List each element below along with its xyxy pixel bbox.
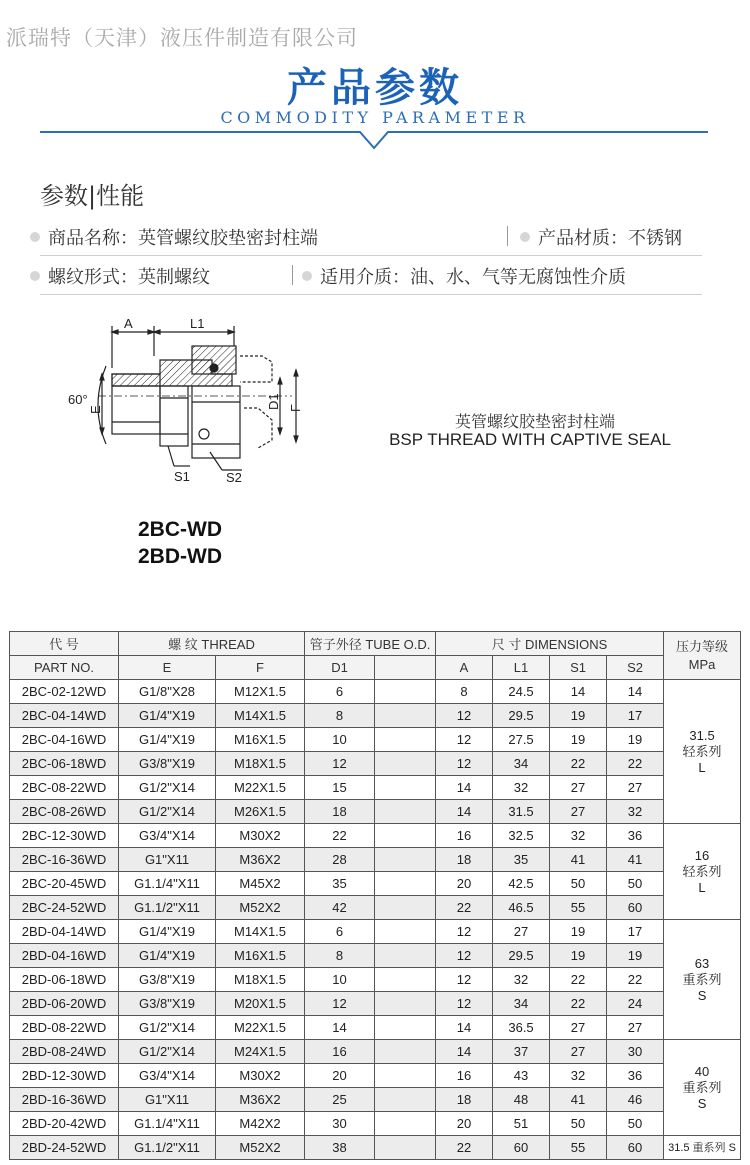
cell-dim-l1: 27.5 — [493, 728, 550, 752]
table-row — [10, 728, 741, 752]
cell-thread-f: M18X1.5 — [216, 752, 305, 776]
label-s1: S1 — [174, 469, 190, 484]
cell-dim-s1: 41 — [550, 1088, 607, 1112]
cell-dim-s2: 50 — [607, 1112, 664, 1136]
cell-tube-blank — [375, 1088, 436, 1112]
description-cn: 英管螺纹胶垫密封柱端 — [454, 412, 615, 431]
bullet-dot-icon — [30, 232, 40, 242]
cell-part-no: 2BD-06-18WD — [10, 968, 119, 992]
pressure-line: 16 — [694, 847, 710, 863]
cell-dim-l1: 46.5 — [493, 896, 550, 920]
cell-pressure-class — [664, 1136, 741, 1160]
bullet-dot-icon — [520, 232, 530, 242]
cell-pressure-class — [664, 920, 741, 1040]
cell-part-no: 2BC-02-12WD — [10, 680, 119, 704]
cell-dim-a: 12 — [436, 968, 493, 992]
label-a: A — [124, 316, 133, 331]
table-row — [10, 1088, 741, 1112]
cell-tube-d1: 35 — [305, 872, 375, 896]
medium-value: 油、水、气等无腐蚀性介质 — [410, 267, 626, 288]
cell-tube-d1: 16 — [305, 1040, 375, 1064]
cell-tube-d1: 25 — [305, 1088, 375, 1112]
param-product-name — [30, 224, 318, 250]
cell-dim-a: 20 — [436, 872, 493, 896]
cell-dim-s1: 27 — [550, 1040, 607, 1064]
cell-dim-s1: 22 — [550, 992, 607, 1016]
cell-dim-s2: 30 — [607, 1040, 664, 1064]
table-row — [10, 752, 741, 776]
header-blank — [375, 656, 436, 680]
cell-part-no: 2BD-04-16WD — [10, 944, 119, 968]
cell-thread-f: M36X2 — [216, 1088, 305, 1112]
cell-tube-d1: 15 — [305, 776, 375, 800]
cell-tube-d1: 10 — [305, 728, 375, 752]
header-pressure — [664, 632, 741, 680]
cell-dim-s2: 36 — [607, 824, 664, 848]
cell-tube-blank — [375, 1112, 436, 1136]
pressure-line: L — [698, 759, 706, 775]
cell-dim-a: 22 — [436, 896, 493, 920]
pressure-line: S — [697, 1095, 707, 1111]
cell-thread-e: G1/2"X14 — [119, 1016, 216, 1040]
cell-dim-l1: 29.5 — [493, 704, 550, 728]
cell-part-no: 2BD-08-22WD — [10, 1016, 119, 1040]
fitting-drawing — [62, 316, 312, 488]
pressure-line: 重系列 — [682, 1079, 722, 1095]
cell-tube-d1: 12 — [305, 992, 375, 1016]
cell-pressure-class — [664, 680, 741, 824]
cell-dim-l1: 48 — [493, 1088, 550, 1112]
cell-dim-s1: 19 — [550, 944, 607, 968]
cell-dim-s2: 27 — [607, 1016, 664, 1040]
cell-part-no: 2BD-08-24WD — [10, 1040, 119, 1064]
cell-dim-a: 8 — [436, 680, 493, 704]
cell-dim-l1: 32 — [493, 968, 550, 992]
table-row — [10, 776, 741, 800]
cell-tube-d1: 28 — [305, 848, 375, 872]
cell-part-no: 2BC-20-45WD — [10, 872, 119, 896]
cell-tube-d1: 8 — [305, 944, 375, 968]
header-s1: S1 — [550, 656, 607, 680]
cell-dim-s2: 19 — [607, 944, 664, 968]
cell-dim-s1: 41 — [550, 848, 607, 872]
label-l1: L1 — [190, 316, 205, 331]
cell-dim-l1: 60 — [493, 1136, 550, 1160]
cell-thread-f: M12X1.5 — [216, 680, 305, 704]
cell-dim-s1: 22 — [550, 752, 607, 776]
cell-tube-blank — [375, 896, 436, 920]
cell-thread-f: M16X1.5 — [216, 944, 305, 968]
cell-tube-d1: 12 — [305, 752, 375, 776]
table-row — [10, 680, 741, 704]
cell-thread-e: G1.1/4"X11 — [119, 1112, 216, 1136]
cell-tube-blank — [375, 920, 436, 944]
cell-thread-f: M14X1.5 — [216, 704, 305, 728]
table-row — [10, 1112, 741, 1136]
cell-pressure-class — [664, 824, 741, 920]
cell-tube-blank — [375, 800, 436, 824]
cell-dim-s2: 36 — [607, 1064, 664, 1088]
table-row — [10, 1064, 741, 1088]
cell-thread-e: G1"X11 — [119, 1088, 216, 1112]
material-value: 不锈钢 — [628, 228, 682, 249]
header-s2: S2 — [607, 656, 664, 680]
cell-dim-s1: 32 — [550, 824, 607, 848]
cell-part-no: 2BC-06-18WD — [10, 752, 119, 776]
table-row — [10, 968, 741, 992]
cell-tube-d1: 6 — [305, 920, 375, 944]
thread-type-label: 螺纹形式： — [48, 267, 138, 288]
table-subheader-row — [10, 656, 741, 680]
cell-dim-s2: 32 — [607, 800, 664, 824]
cell-dim-l1: 36.5 — [493, 1016, 550, 1040]
cell-thread-f: M42X2 — [216, 1112, 305, 1136]
cell-dim-s1: 14 — [550, 680, 607, 704]
cell-part-no: 2BC-04-16WD — [10, 728, 119, 752]
cell-tube-blank — [375, 1136, 436, 1160]
cell-thread-e: G1/4"X19 — [119, 944, 216, 968]
title-divider — [40, 131, 708, 157]
cell-thread-e: G1/4"X19 — [119, 728, 216, 752]
cell-dim-a: 14 — [436, 776, 493, 800]
cell-dim-a: 14 — [436, 1040, 493, 1064]
cell-thread-e: G1/2"X14 — [119, 776, 216, 800]
table-row — [10, 896, 741, 920]
cell-tube-blank — [375, 776, 436, 800]
product-name-value: 英管螺纹胶垫密封柱端 — [138, 228, 318, 249]
cell-dim-s1: 19 — [550, 704, 607, 728]
bullet-dot-icon — [30, 271, 40, 281]
cell-dim-a: 12 — [436, 704, 493, 728]
cell-dim-a: 18 — [436, 848, 493, 872]
cell-tube-blank — [375, 968, 436, 992]
cell-dim-s2: 50 — [607, 872, 664, 896]
table-row — [10, 920, 741, 944]
header-part-no: PART NO. — [10, 656, 119, 680]
header-f: F — [216, 656, 305, 680]
table-row — [10, 872, 741, 896]
spec-table — [9, 631, 741, 1160]
cell-dim-s1: 50 — [550, 872, 607, 896]
cell-dim-s2: 60 — [607, 1136, 664, 1160]
cell-dim-l1: 32 — [493, 776, 550, 800]
cell-dim-a: 14 — [436, 800, 493, 824]
cell-dim-s2: 46 — [607, 1088, 664, 1112]
cell-dim-s2: 22 — [607, 968, 664, 992]
param-separator — [292, 265, 293, 285]
cell-tube-d1: 38 — [305, 1136, 375, 1160]
cell-dim-a: 12 — [436, 992, 493, 1016]
cell-dim-a: 20 — [436, 1112, 493, 1136]
cell-thread-e: G3/4"X14 — [119, 824, 216, 848]
cell-tube-d1: 30 — [305, 1112, 375, 1136]
cell-thread-e: G3/8"X19 — [119, 992, 216, 1016]
cell-thread-e: G1.1/2"X11 — [119, 896, 216, 920]
cell-dim-l1: 24.5 — [493, 680, 550, 704]
cell-dim-l1: 35 — [493, 848, 550, 872]
cell-thread-e: G1/2"X14 — [119, 800, 216, 824]
cell-dim-s1: 22 — [550, 968, 607, 992]
cell-part-no: 2BD-16-36WD — [10, 1088, 119, 1112]
cell-dim-l1: 51 — [493, 1112, 550, 1136]
cell-part-no: 2BD-12-30WD — [10, 1064, 119, 1088]
cell-dim-l1: 31.5 — [493, 800, 550, 824]
cell-part-no: 2BC-12-30WD — [10, 824, 119, 848]
company-name: 派瑞特（天津）液压件制造有限公司 — [6, 26, 358, 50]
cell-tube-blank — [375, 872, 436, 896]
cell-part-no: 2BC-16-36WD — [10, 848, 119, 872]
cell-thread-f: M30X2 — [216, 1064, 305, 1088]
param-material — [520, 224, 682, 250]
cell-dim-l1: 29.5 — [493, 944, 550, 968]
cell-thread-e: G3/4"X14 — [119, 1064, 216, 1088]
cell-part-no: 2BD-24-52WD — [10, 1136, 119, 1160]
cell-part-no: 2BD-06-20WD — [10, 992, 119, 1016]
cell-thread-f: M18X1.5 — [216, 968, 305, 992]
table-row — [10, 944, 741, 968]
cell-tube-blank — [375, 992, 436, 1016]
header-d1: D1 — [305, 656, 375, 680]
bullet-dot-icon — [302, 271, 312, 281]
cell-part-no: 2BD-20-42WD — [10, 1112, 119, 1136]
cell-dim-l1: 34 — [493, 992, 550, 1016]
cell-dim-s1: 27 — [550, 776, 607, 800]
cell-dim-l1: 43 — [493, 1064, 550, 1088]
cell-tube-blank — [375, 1040, 436, 1064]
label-s2: S2 — [226, 470, 242, 485]
table-row — [10, 992, 741, 1016]
cell-dim-a: 12 — [436, 728, 493, 752]
cell-thread-f: M52X2 — [216, 1136, 305, 1160]
cell-dim-a: 12 — [436, 752, 493, 776]
cell-dim-s2: 17 — [607, 920, 664, 944]
cell-dim-s1: 27 — [550, 1016, 607, 1040]
cell-dim-a: 22 — [436, 1136, 493, 1160]
cell-thread-f: M22X1.5 — [216, 1016, 305, 1040]
cell-tube-blank — [375, 1064, 436, 1088]
cell-dim-l1: 34 — [493, 752, 550, 776]
page-title: 产品参数 — [287, 65, 463, 111]
model-code: 2BC-WD — [138, 518, 222, 541]
cell-dim-s1: 55 — [550, 1136, 607, 1160]
cell-dim-l1: 27 — [493, 920, 550, 944]
cell-thread-f: M14X1.5 — [216, 920, 305, 944]
material-label: 产品材质： — [538, 228, 628, 249]
cell-dim-a: 16 — [436, 824, 493, 848]
cell-dim-s2: 22 — [607, 752, 664, 776]
cell-part-no: 2BD-04-14WD — [10, 920, 119, 944]
param-thread-type — [30, 263, 210, 289]
cell-dim-s1: 27 — [550, 800, 607, 824]
page-subtitle: COMMODITY PARAMETER — [220, 108, 530, 127]
cell-thread-f: M16X1.5 — [216, 728, 305, 752]
header-a: A — [436, 656, 493, 680]
cell-tube-d1: 14 — [305, 1016, 375, 1040]
cell-dim-l1: 42.5 — [493, 872, 550, 896]
pressure-line: L — [698, 879, 706, 895]
cell-dim-s2: 41 — [607, 848, 664, 872]
cell-dim-a: 18 — [436, 1088, 493, 1112]
pressure-line: S — [697, 987, 707, 1003]
cell-thread-e: G1.1/2"X11 — [119, 1136, 216, 1160]
cell-dim-s2: 24 — [607, 992, 664, 1016]
section-title-a: 参数 — [40, 182, 88, 210]
thread-type-value: 英制螺纹 — [138, 267, 210, 288]
label-e: E — [88, 405, 103, 414]
cell-part-no: 2BC-08-26WD — [10, 800, 119, 824]
cell-thread-e: G1.1/4"X11 — [119, 872, 216, 896]
pressure-line: 31.5 重系列 S — [668, 1141, 736, 1154]
cell-dim-s2: 19 — [607, 728, 664, 752]
cell-thread-f: M36X2 — [216, 848, 305, 872]
cell-thread-e: G1"X11 — [119, 848, 216, 872]
cell-tube-d1: 6 — [305, 680, 375, 704]
cell-dim-a: 14 — [436, 1016, 493, 1040]
table-row — [10, 1136, 741, 1160]
cell-thread-f: M30X2 — [216, 824, 305, 848]
cell-thread-e: G1/2"X14 — [119, 1040, 216, 1064]
param-medium — [302, 263, 626, 289]
cell-dim-s2: 60 — [607, 896, 664, 920]
cell-tube-d1: 10 — [305, 968, 375, 992]
param-row-1 — [40, 218, 702, 256]
cell-thread-e: G3/8"X19 — [119, 968, 216, 992]
cell-part-no: 2BC-24-52WD — [10, 896, 119, 920]
header-dimensions: 尺 寸 DIMENSIONS — [436, 632, 664, 656]
header-pressure-label: 压力等级 — [676, 638, 729, 654]
cell-tube-d1: 22 — [305, 824, 375, 848]
description-en: BSP THREAD WITH CAPTIVE SEAL — [389, 430, 671, 449]
cell-thread-e: G3/8"X19 — [119, 752, 216, 776]
table-header-row — [10, 632, 741, 656]
medium-label: 适用介质： — [320, 267, 410, 288]
label-d1: D1 — [266, 393, 281, 410]
pressure-line: 31.5 — [689, 727, 715, 743]
cell-thread-e: G1/4"X19 — [119, 920, 216, 944]
cell-dim-s1: 32 — [550, 1064, 607, 1088]
cell-dim-s1: 50 — [550, 1112, 607, 1136]
cell-thread-f: M20X1.5 — [216, 992, 305, 1016]
cell-tube-d1: 18 — [305, 800, 375, 824]
cell-thread-e: G1/4"X19 — [119, 704, 216, 728]
cell-tube-blank — [375, 824, 436, 848]
cell-tube-d1: 8 — [305, 704, 375, 728]
header-e: E — [119, 656, 216, 680]
cell-thread-f: M22X1.5 — [216, 776, 305, 800]
product-name-label: 商品名称： — [48, 228, 138, 249]
pressure-line: 轻系列 — [682, 743, 722, 759]
cell-part-no: 2BC-04-14WD — [10, 704, 119, 728]
table-row — [10, 824, 741, 848]
cell-dim-s2: 17 — [607, 704, 664, 728]
table-row — [10, 1040, 741, 1064]
table-row — [10, 848, 741, 872]
header-l1: L1 — [493, 656, 550, 680]
cell-tube-blank — [375, 728, 436, 752]
table-row — [10, 800, 741, 824]
cell-dim-l1: 32.5 — [493, 824, 550, 848]
label-f: F — [288, 404, 303, 412]
cell-dim-a: 12 — [436, 920, 493, 944]
section-title-b: 性能 — [96, 182, 145, 210]
pressure-line: 63 — [694, 955, 710, 971]
cell-dim-a: 16 — [436, 1064, 493, 1088]
cell-dim-a: 12 — [436, 944, 493, 968]
cell-dim-s1: 19 — [550, 920, 607, 944]
table-row — [10, 1016, 741, 1040]
cell-dim-s1: 55 — [550, 896, 607, 920]
cell-dim-s1: 19 — [550, 728, 607, 752]
cell-dim-s2: 27 — [607, 776, 664, 800]
param-row-2 — [40, 257, 702, 295]
cell-tube-blank — [375, 944, 436, 968]
cell-tube-d1: 42 — [305, 896, 375, 920]
cell-tube-blank — [375, 1016, 436, 1040]
pressure-line: 40 — [694, 1063, 710, 1079]
cell-dim-s2: 14 — [607, 680, 664, 704]
cell-thread-f: M24X1.5 — [216, 1040, 305, 1064]
cell-thread-e: G1/8"X28 — [119, 680, 216, 704]
header-mpa: MPa — [688, 656, 716, 672]
pressure-line: 重系列 — [682, 971, 722, 987]
cell-tube-blank — [375, 752, 436, 776]
header-thread: 螺 纹 THREAD — [119, 632, 305, 656]
pressure-line: 轻系列 — [682, 863, 722, 879]
section-title: 参数|性能 — [40, 182, 145, 210]
header-code: 代 号 — [10, 632, 119, 656]
cell-tube-blank — [375, 848, 436, 872]
model-code: 2BD-WD — [138, 545, 222, 568]
label-angle: 60° — [68, 392, 88, 407]
cell-thread-f: M26X1.5 — [216, 800, 305, 824]
header-tube: 管子外径 TUBE O.D. — [305, 632, 436, 656]
cell-dim-l1: 37 — [493, 1040, 550, 1064]
cell-pressure-class — [664, 1040, 741, 1136]
cell-tube-d1: 20 — [305, 1064, 375, 1088]
cell-thread-f: M45X2 — [216, 872, 305, 896]
param-separator — [507, 226, 508, 246]
cell-thread-f: M52X2 — [216, 896, 305, 920]
cell-tube-blank — [375, 680, 436, 704]
cell-part-no: 2BC-08-22WD — [10, 776, 119, 800]
table-row — [10, 704, 741, 728]
cell-tube-blank — [375, 704, 436, 728]
